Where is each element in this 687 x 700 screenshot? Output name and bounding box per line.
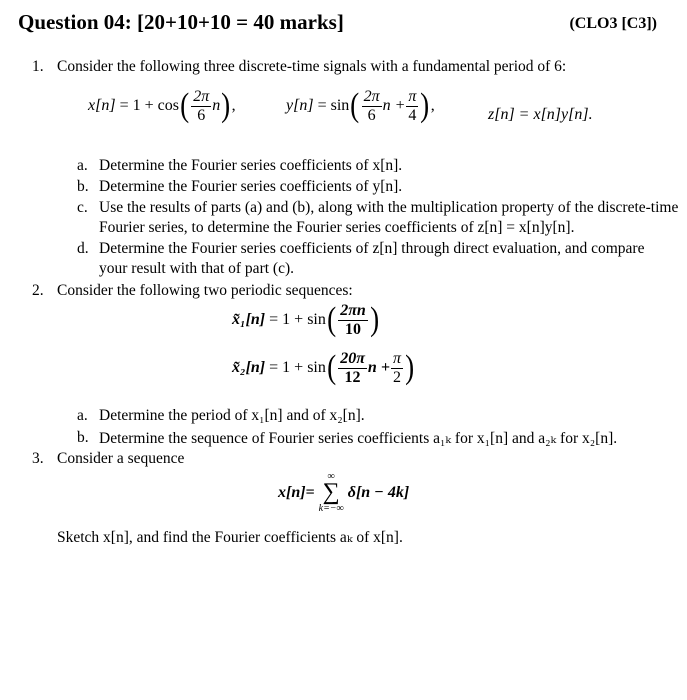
page-title: Question 04: [20+10+10 = 40 marks] [18,10,344,34]
fraction [362,88,382,124]
n-plus: n + [382,97,406,115]
q1-part-label: a. [77,157,88,174]
eq1-lhs: x̃₁[n] [232,311,266,329]
fraction-numerator: 2π [193,88,210,105]
q1-equation-x [88,88,236,124]
fraction-numerator: π [408,88,417,105]
paren-right: ) [369,301,380,339]
paren-right: ) [405,349,415,387]
fraction-denominator: 12 [344,368,361,386]
fraction-numerator: 2π [363,88,380,105]
q3-number: 3. [32,450,44,467]
eq-x-lhs: x[n] [88,97,116,115]
fraction-denominator: 10 [345,320,361,338]
q2-text: Consider the following two periodic sequences: [57,282,353,299]
paren-left: ( [180,87,190,125]
eq1-mid: = 1 + sin [269,311,326,329]
q2-number: 2. [32,282,44,299]
fraction-denominator: 6 [197,106,206,124]
fraction [406,88,418,124]
q2-equation-2 [232,350,415,386]
clo-label: (CLO3 [C3]) [569,15,657,32]
q1-part-text: Determine the Fourier series coefficients of y[n]. [99,178,403,195]
eq-y-mid: = sin [317,97,350,115]
paren-right: ) [420,87,430,125]
q1-part-text: Determine the Fourier series coefficients of z[n] through direct evaluation, and compare [99,240,645,257]
fraction [338,350,367,386]
paren-left: ( [326,301,337,339]
n-plus: n + [367,359,390,377]
paren-left: ( [350,87,360,125]
q1-part-label: d. [77,240,89,257]
fraction-denominator: 6 [367,106,376,124]
sum-lower-limit: k=−∞ [318,502,344,514]
fraction-numerator: 20π [340,350,365,367]
paren-left: ( [326,349,337,387]
eq-lhs: x[n]= [278,483,315,501]
eq-y-lhs: y[n] [286,97,314,115]
q2-equation-1 [232,302,380,338]
q1-text: Consider the following three discrete-time signals with a fundamental period of 6: [57,58,567,75]
fraction [338,302,368,338]
q2-part-text: Determine the sequence of Fourier series coefficients a₁ₖ for x₁[n] and a₂ₖ for x₂[n]. [99,430,618,447]
comma: , [430,97,435,115]
n-variable: n [212,97,221,115]
q2-part-label: a. [77,407,88,424]
q1-part-label: b. [77,178,89,195]
q1-part-label: c. [77,199,88,216]
q1-part-text-continued: Fourier series, to determine the Fourier series coefficients of z[n] = x[n]y[n]. [99,219,575,236]
eq-x-mid: = 1 + cos [119,97,179,115]
sigma-icon: ∑ [322,479,340,505]
q1-part-text-continued: your result with that of part (c). [99,260,294,277]
fraction [391,350,403,386]
q3-text: Consider a sequence [57,450,185,467]
eq-rhs: δ[n − 4k] [347,483,410,501]
q1-equation-y [286,88,435,124]
q1-part-text: Determine the Fourier series coefficients of x[n]. [99,157,403,174]
comma: , [231,97,236,115]
paren-right: ) [221,87,231,125]
eq2-lhs: x̃₂[n] [232,359,266,377]
fraction-denominator: 2 [392,368,401,386]
fraction [191,88,211,124]
fraction-denominator: 4 [408,106,417,124]
fraction-numerator: 2πn [340,302,366,319]
q3-equation [278,472,409,514]
fraction-numerator: π [392,350,401,367]
q2-part-text: Determine the period of x₁[n] and of x₂[n]. [99,407,365,424]
q3-sketch-text: Sketch x[n], and find the Fourier coefficients aₖ of x[n]. [57,529,403,546]
summation [319,472,344,514]
q1-number: 1. [32,58,44,75]
q1-part-text: Use the results of parts (a) and (b), along with the multiplication property of the discrete-time [99,199,679,216]
q2-part-label: b. [77,429,89,446]
eq2-mid: = 1 + sin [269,359,326,377]
q1-equation-z: z[n] = x[n]y[n]. [488,106,593,123]
sum-upper-limit: ∞ [327,471,335,482]
